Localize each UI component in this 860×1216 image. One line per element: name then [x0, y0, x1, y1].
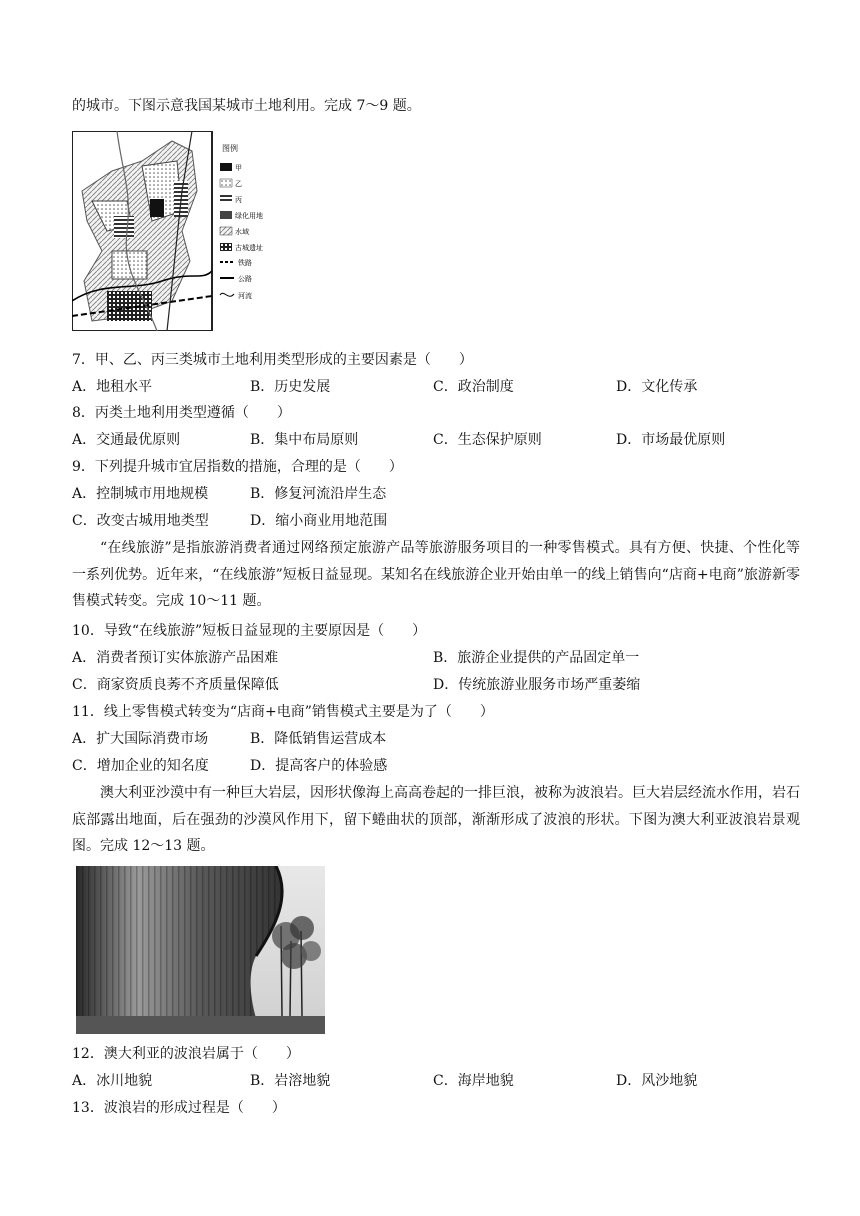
q7-option-c[interactable]: C．政治制度 [433, 379, 514, 395]
question-8-stem: 8．丙类土地利用类型遵循（ ） [72, 405, 291, 421]
q9-option-d[interactable]: D．缩小商业用地范围 [250, 513, 388, 529]
q12-option-c[interactable]: C．海岸地貌 [433, 1073, 514, 1089]
q8-option-c[interactable]: C．生态保护原则 [433, 432, 542, 448]
legend-item: 丙 [235, 196, 242, 204]
legend-item: 绿化用地 [235, 212, 263, 220]
q8-option-d[interactable]: D．市场最优原则 [616, 432, 726, 448]
legend-item: 公路 [238, 275, 252, 283]
city-land-use-map [72, 131, 282, 331]
question-9-stem: 9．下列提升城市宜居指数的措施，合理的是（ ） [72, 459, 403, 475]
q10-option-a[interactable]: A．消费者预订实体旅游产品困难 [72, 650, 279, 666]
legend-item: 河流 [238, 292, 252, 300]
q11-option-b[interactable]: B．降低销售运营成本 [250, 731, 387, 747]
q7-option-b[interactable]: B．历史发展 [250, 379, 331, 395]
question-7-stem: 7．甲、乙、丙三类城市土地利用类型形成的主要因素是（ ） [72, 352, 473, 368]
legend-item: 古城遗址 [235, 244, 263, 252]
q7-option-a[interactable]: A．地租水平 [72, 379, 153, 395]
q8-option-b[interactable]: B．集中布局原则 [250, 432, 359, 448]
q11-option-a[interactable]: A．扩大国际消费市场 [72, 731, 209, 747]
q7-option-d[interactable]: D．文化传承 [616, 379, 698, 395]
q9-option-b[interactable]: B．修复河流沿岸生态 [250, 486, 387, 502]
q10-option-d[interactable]: D．传统旅游业服务市场严重萎缩 [433, 677, 641, 693]
passage-wave-rock: 澳大利亚沙漠中有一种巨大岩层，因形状像海上高高卷起的一排巨浪，被称为波浪岩。巨大岩层经流水作用，岩石底部露出地面，后在强劲的沙漠风作用下，留下蜷曲状的顶部，渐渐形成了波浪的形状。下图为澳大利亚波浪岩景观图。完成 12～13 题。 [72, 785, 800, 854]
q12-option-b[interactable]: B．岩溶地貌 [250, 1073, 331, 1089]
q11-option-d[interactable]: D．提高客户的体验感 [250, 758, 388, 774]
passage-online-tourism: “在线旅游”是指旅游消费者通过网络预定旅游产品等旅游服务项目的一种零售模式。具有方便、快捷、个性化等一系列优势。近年来，“在线旅游”短板日益显现。某知名在线旅游企业开始由单一的线上销售向“店商+电商”旅游新零售模式转变。完成 10～11 题。 [72, 540, 800, 609]
wave-rock-photo [76, 866, 325, 1034]
question-13-stem: 13．波浪岩的形成过程是（ ） [72, 1100, 286, 1116]
legend-title: 图例 [222, 144, 238, 153]
question-12-stem: 12．澳大利亚的波浪岩属于（ ） [72, 1046, 300, 1062]
question-10-stem: 10．导致“在线旅游”短板日益显现的主要原因是（ ） [72, 623, 427, 639]
legend-item: 水域 [235, 228, 249, 236]
legend-item: 甲 [235, 164, 242, 172]
q11-option-c[interactable]: C．增加企业的知名度 [72, 758, 209, 774]
legend-item: 铁路 [238, 259, 252, 267]
q9-option-a[interactable]: A．控制城市用地规模 [72, 486, 209, 502]
q10-option-c[interactable]: C．商家资质良莠不齐质量保障低 [72, 677, 279, 693]
q8-option-a[interactable]: A．交通最优原则 [72, 432, 181, 448]
q10-option-b[interactable]: B．旅游企业提供的产品固定单一 [433, 650, 640, 666]
question-11-stem: 11．线上零售模式转变为“店商+电商”销售模式主要是为了（ ） [72, 704, 494, 720]
q12-option-a[interactable]: A．冰川地貌 [72, 1073, 153, 1089]
q12-option-d[interactable]: D．风沙地貌 [616, 1073, 698, 1089]
intro-text: 的城市。下图示意我国某城市土地利用。完成 7～9 题。 [72, 98, 421, 114]
q9-option-c[interactable]: C．改变古城用地类型 [72, 513, 209, 529]
legend-item: 乙 [235, 180, 242, 188]
